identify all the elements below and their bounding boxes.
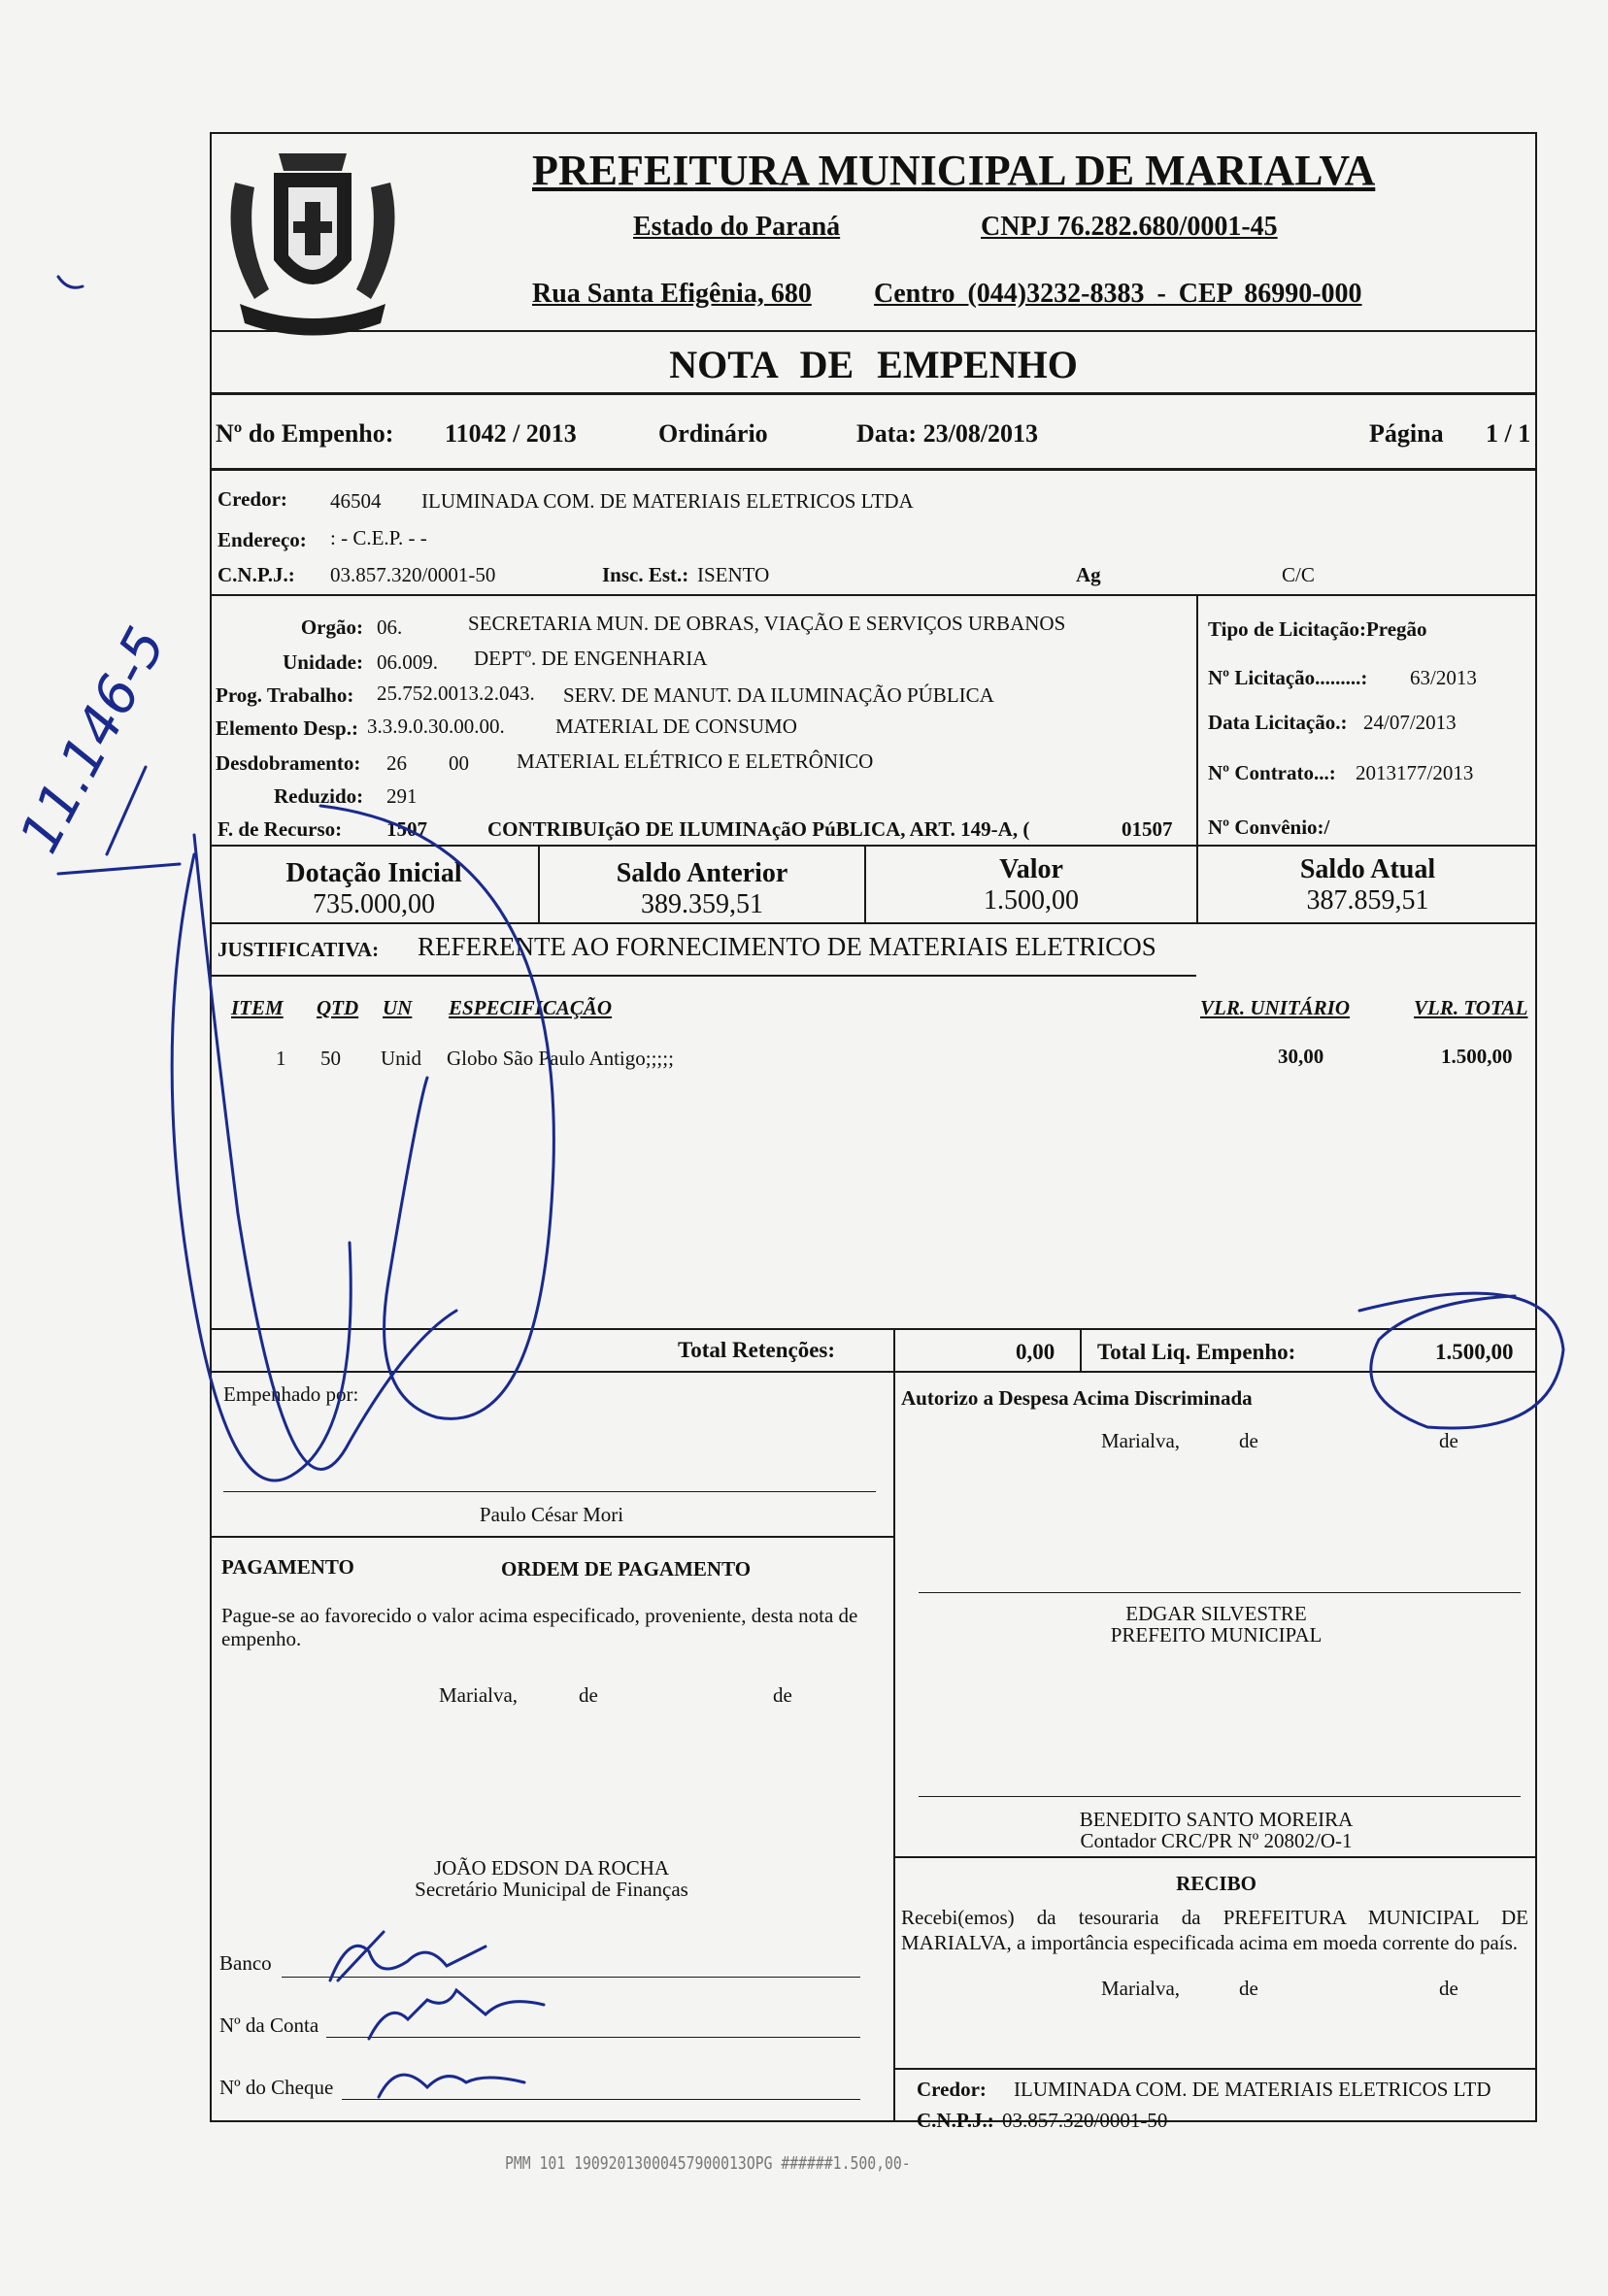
valor-label: Valor bbox=[999, 854, 1063, 884]
saldo-atual-label: Saldo Atual bbox=[1299, 854, 1436, 884]
address-value: : - C.E.P. - - bbox=[330, 526, 427, 549]
empenhado-name: Paulo César Mori bbox=[479, 1503, 624, 1526]
insc-value: ISENTO bbox=[697, 563, 770, 586]
recurso-code: 1507 bbox=[386, 817, 427, 841]
cc-label: C/C bbox=[1282, 563, 1315, 586]
recibo-credor-label: Credor: bbox=[917, 2078, 987, 2101]
cnpj-label: CNPJ 76.282.680/0001-45 bbox=[981, 212, 1278, 242]
elem-code: 3.3.9.0.30.00.00. bbox=[367, 715, 505, 738]
unidade-code: 06.009. bbox=[377, 650, 438, 674]
cnpj-credor-label: C.N.P.J.: bbox=[218, 563, 295, 586]
prefeito-name: EDGAR SILVESTRE bbox=[1125, 1602, 1307, 1625]
autorizo-label: Autorizo a Despesa Acima Discriminada bbox=[901, 1386, 1253, 1410]
secretario-name: JOÃO EDSON DA ROCHA bbox=[433, 1856, 670, 1880]
pagamento-de1: de bbox=[579, 1683, 598, 1707]
justificativa-text: REFERENTE AO FORNECIMENTO DE MATERIAIS ELETRICOS bbox=[418, 932, 1156, 961]
orgao-code: 06. bbox=[377, 616, 403, 639]
empenho-date: Data: 23/08/2013 bbox=[856, 419, 1039, 448]
licitacao-date: 24/07/2013 bbox=[1363, 711, 1457, 734]
street-label: Rua Santa Efigênia, 680 bbox=[532, 279, 812, 309]
district-phone-label: Centro (044)3232-8383 - CEP 86990-000 bbox=[874, 279, 1362, 309]
dotacao-value: 735.000,00 bbox=[313, 889, 435, 919]
liq-label: Total Liq. Empenho: bbox=[1097, 1340, 1296, 1364]
desd-sub: 00 bbox=[449, 751, 469, 775]
unidade-name: DEPTº. DE ENGENHARIA bbox=[474, 647, 708, 670]
desd-label: Desdobramento: bbox=[216, 751, 361, 775]
saldo-anterior-label: Saldo Anterior bbox=[616, 858, 788, 888]
autorizo-de1: de bbox=[1239, 1429, 1258, 1452]
recurso-code2: 01507 bbox=[1122, 817, 1173, 841]
conta-label: Nº da Conta bbox=[219, 2013, 319, 2037]
document-title: NOTA DE EMPENHO bbox=[669, 343, 1078, 386]
credor-code: 46504 bbox=[330, 489, 382, 513]
saldo-atual-value: 387.859,51 bbox=[1306, 885, 1429, 915]
address-label: Endereço: bbox=[218, 528, 307, 551]
cnpj-credor-value: 03.857.320/0001-50 bbox=[330, 563, 496, 586]
convenio-label: Nº Convênio:/ bbox=[1208, 815, 1330, 839]
autorizo-de2: de bbox=[1439, 1429, 1458, 1452]
licitacao-number: 63/2013 bbox=[1410, 666, 1477, 689]
banco-label: Banco bbox=[219, 1951, 272, 1975]
row-unit: 30,00 bbox=[1278, 1045, 1324, 1068]
orgao-name: SECRETARIA MUN. DE OBRAS, VIAÇÃO E SERVIÇOS URBANOS bbox=[468, 612, 1066, 635]
orgao-label: Orgão: bbox=[300, 616, 363, 639]
elem-label: Elemento Desp.: bbox=[216, 716, 358, 740]
state-label: Estado do Paraná bbox=[633, 212, 841, 242]
col-item: ITEM bbox=[231, 996, 284, 1019]
recibo-label: RECIBO bbox=[1176, 1872, 1256, 1895]
recibo-cnpj: 03.857.320/0001-50 bbox=[1002, 2109, 1168, 2132]
empenhado-label: Empenhado por: bbox=[223, 1382, 359, 1406]
dotacao-label: Dotação Inicial bbox=[285, 858, 462, 888]
contrato-label: Nº Contrato...: bbox=[1208, 761, 1336, 784]
page-label: Página bbox=[1369, 419, 1444, 448]
row-un: Unid bbox=[381, 1047, 421, 1070]
pagamento-de2: de bbox=[773, 1683, 792, 1707]
prog-code: 25.752.0013.2.043. bbox=[377, 682, 535, 705]
prog-name: SERV. DE MANUT. DA ILUMINAÇÃO PÚBLICA bbox=[563, 683, 994, 707]
recurso-label: F. de Recurso: bbox=[218, 817, 343, 841]
contrato-value: 2013177/2013 bbox=[1356, 761, 1474, 784]
reduzido-code: 291 bbox=[386, 784, 418, 808]
licitacao-date-label: Data Licitação.: bbox=[1208, 711, 1348, 734]
retencoes-label: Total Retenções: bbox=[678, 1338, 836, 1362]
empenho-type: Ordinário bbox=[658, 419, 768, 448]
ag-label: Ag bbox=[1076, 563, 1101, 586]
elem-name: MATERIAL DE CONSUMO bbox=[555, 715, 797, 738]
autorizo-city: Marialva, bbox=[1101, 1429, 1181, 1452]
insc-label: Insc. Est.: bbox=[602, 563, 689, 586]
col-unit: VLR. UNITÁRIO bbox=[1200, 996, 1351, 1019]
prog-label: Prog. Trabalho: bbox=[216, 683, 354, 707]
row-total: 1.500,00 bbox=[1441, 1045, 1513, 1068]
row-item: 1 bbox=[276, 1047, 286, 1070]
recibo-de2: de bbox=[1439, 1977, 1458, 2000]
credor-name: ILUMINADA COM. DE MATERIAIS ELETRICOS LTDA bbox=[421, 489, 914, 513]
retencoes-value: 0,00 bbox=[1016, 1340, 1055, 1364]
prefeito-role: PREFEITO MUNICIPAL bbox=[1110, 1623, 1323, 1647]
licitacao-number-label: Nº Licitação.........: bbox=[1208, 666, 1368, 689]
unidade-label: Unidade: bbox=[283, 650, 363, 674]
contador-name: BENEDITO SANTO MOREIRA bbox=[1079, 1808, 1354, 1831]
liq-value: 1.500,00 bbox=[1435, 1340, 1514, 1364]
row-spec: Globo São Paulo Antigo;;;;; bbox=[447, 1047, 674, 1070]
empenho-number: 11042 / 2013 bbox=[445, 419, 577, 448]
recibo-cnpj-label: C.N.P.J.: bbox=[917, 2109, 994, 2132]
pagamento-label: PAGAMENTO bbox=[221, 1555, 354, 1579]
tipo-licitacao: Tipo de Licitação:Pregão bbox=[1208, 617, 1427, 641]
reduzido-label: Reduzido: bbox=[274, 784, 364, 808]
page-title: PREFEITURA MUNICIPAL DE MARIALVA bbox=[532, 147, 1376, 194]
credor-label: Credor: bbox=[218, 487, 287, 511]
justificativa-label: JUSTIFICATIVA: bbox=[218, 938, 380, 961]
recurso-name: CONTRIBUIçãO DE ILUMINAçãO PúBLICA, ART. 149-A, ( bbox=[487, 817, 1030, 841]
recibo-de1: de bbox=[1239, 1977, 1258, 2000]
contador-role: Contador CRC/PR Nº 20802/O-1 bbox=[1080, 1829, 1353, 1852]
ordem-label: ORDEM DE PAGAMENTO bbox=[501, 1557, 752, 1581]
footer-code: PMM 101 19092013000457900013OPG ######1.500,00- bbox=[505, 2153, 911, 2174]
saldo-anterior-value: 389.359,51 bbox=[641, 889, 763, 919]
col-qtd: QTD bbox=[317, 996, 359, 1019]
col-spec: ESPECIFICAÇÃO bbox=[449, 996, 613, 1019]
recibo-city: Marialva, bbox=[1101, 1977, 1181, 2000]
row-qtd: 50 bbox=[320, 1047, 341, 1070]
col-total: VLR. TOTAL bbox=[1414, 996, 1528, 1019]
valor-value: 1.500,00 bbox=[984, 885, 1079, 915]
margin-note: 11.146-5 bbox=[8, 617, 179, 863]
pague-text: Pague-se ao favorecido o valor acima especificado, proveniente, desta nota de empenho. bbox=[221, 1604, 858, 1650]
page-number: 1 / 1 bbox=[1486, 419, 1531, 448]
empenho-label: Nº do Empenho: bbox=[216, 419, 394, 448]
cheque-label: Nº do Cheque bbox=[219, 2076, 334, 2099]
recibo-text: Recebi(emos) da tesouraria da PREFEITURA MUNICIPAL DE MARIALVA, a importância especificada acima em moeda corrente do país. bbox=[901, 1906, 1528, 1954]
col-un: UN bbox=[383, 996, 413, 1019]
recibo-credor-name: ILUMINADA COM. DE MATERIAIS ELETRICOS LTD bbox=[1014, 2078, 1491, 2101]
desd-code: 26 bbox=[386, 751, 407, 775]
pagamento-city: Marialva, bbox=[439, 1683, 519, 1707]
desd-name: MATERIAL ELÉTRICO E ELETRÔNICO bbox=[517, 749, 874, 773]
secretario-role: Secretário Municipal de Finanças bbox=[415, 1878, 688, 1901]
